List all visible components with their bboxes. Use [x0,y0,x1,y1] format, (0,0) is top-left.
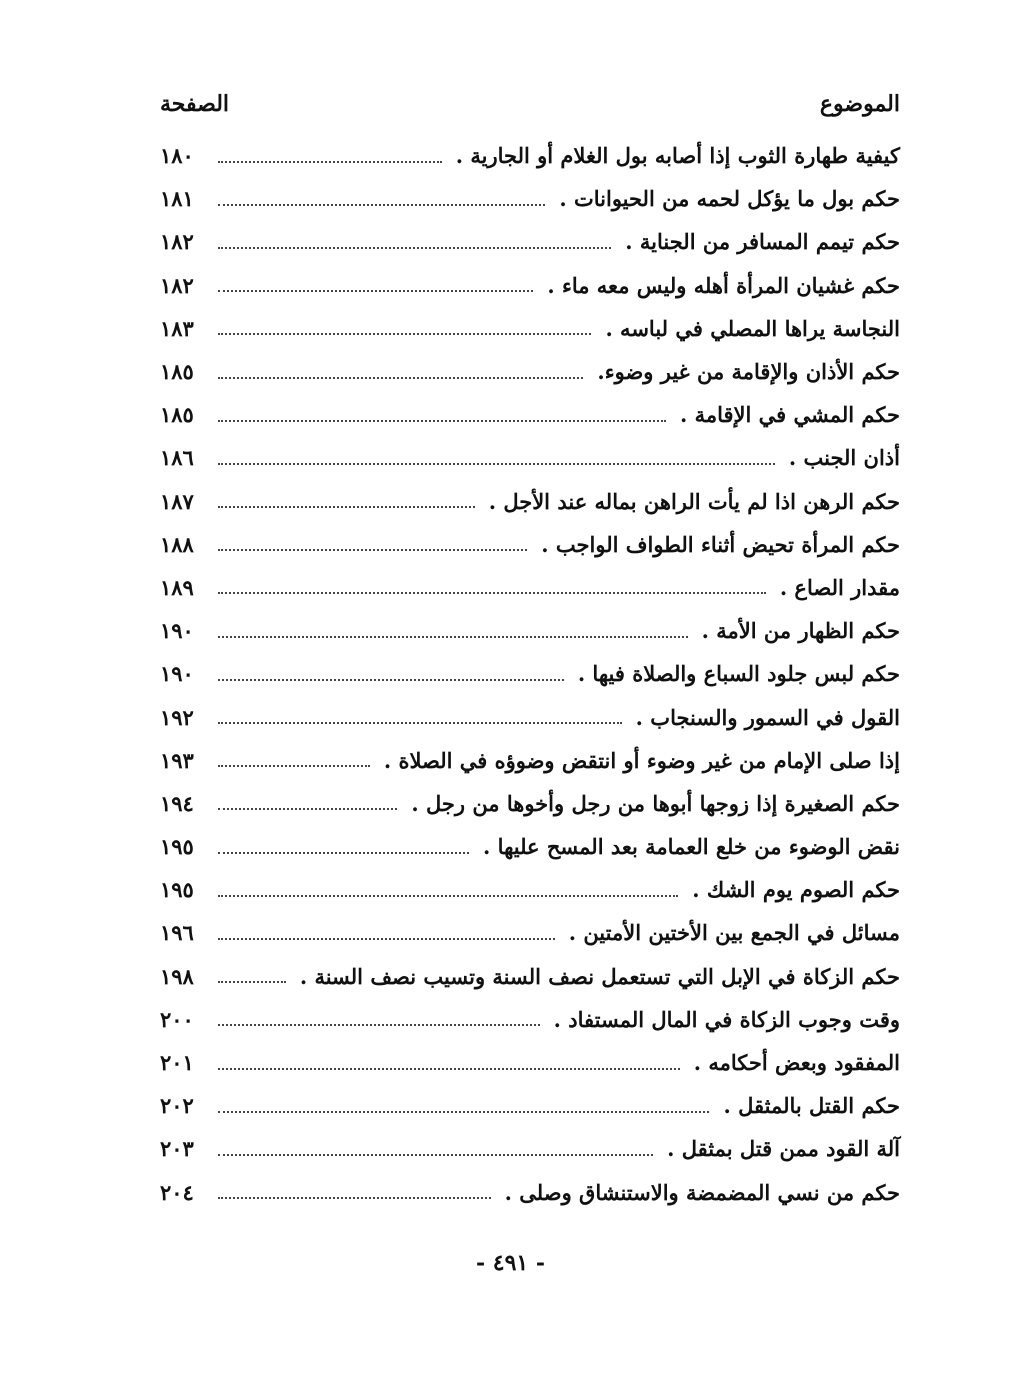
toc-entry [160,480,900,523]
toc-entry-page: ١٩٠ [160,618,194,644]
toc-entry-title: حكم القتل بالمثقل . [723,1093,900,1119]
dot-leader [218,463,775,465]
dot-leader [218,636,688,638]
toc-entry-page: ١٨٧ [160,488,194,514]
toc-entry-title: حكم الصغيرة إذا زوجها أبوها من رجل وأخوها من رجل . [411,790,900,816]
toc-entry-page: ٢٠٤ [160,1179,194,1205]
toc-entry-title: حكم المرأة تحيض أثناء الطواف الواجب . [541,531,900,557]
toc-entry-page: ١٩٠ [160,661,194,687]
toc-entry-page: ٢٠٢ [160,1093,194,1119]
toc-entry-page: ١٨٢ [160,272,194,298]
toc-entry-page: ١٨٠ [160,143,194,169]
toc-entry-page: ٢٠١ [160,1050,194,1076]
toc-entry-page: ١٨٥ [160,359,194,385]
toc-entry [160,1041,900,1084]
toc-entry-title: حكم تيمم المسافر من الجناية . [625,229,900,255]
dot-leader [218,592,766,594]
toc-entry [160,695,900,738]
toc-entry [160,436,900,479]
toc-entry-page: ١٩٤ [160,790,194,816]
toc-entry [160,1084,900,1127]
toc-entry-title: آلة القود ممن قتل بمثقل . [667,1136,900,1162]
toc-entry [160,393,900,436]
toc-entry [160,825,900,868]
toc-entry-title: نقض الوضوء من خلع العمامة بعد المسح عليها . [483,834,900,860]
toc-entry-title: حكم الأذان والإقامة من غير وضوء. [597,359,900,385]
toc-entry-title: النجاسة يراها المصلي في لباسه . [605,315,900,341]
toc-entry-title: حكم الرهن اذا لم يأت الراهن بماله عند الأجل . [488,488,900,514]
dot-leader [218,722,622,724]
toc-entry-page: ١٨٦ [160,445,194,471]
toc-entry-page: ١٩٥ [160,834,194,860]
toc-header [160,84,900,124]
toc-entry-page: ١٩٨ [160,963,194,989]
dot-leader [218,549,527,551]
dot-leader [218,938,555,940]
dot-leader [218,852,469,854]
toc-entry [160,1127,900,1170]
toc-entry [160,955,900,998]
dot-leader [218,377,583,379]
toc-entry [160,868,900,911]
toc-entry-page: ٢٠٣ [160,1136,194,1162]
toc-entry-title: المفقود وبعض أحكامه . [693,1050,900,1076]
toc-entry-page: ١٨٥ [160,402,194,428]
toc-entry [160,350,900,393]
toc-entry-title: حكم المشي في الإقامة . [679,402,900,428]
toc-entry-page: ١٩٣ [160,747,194,773]
dot-leader [218,1068,680,1070]
table-of-contents [160,134,900,1214]
toc-entry-title: كيفية طهارة الثوب إذا أصابه بول الغلام أو الجارية . [455,143,900,169]
toc-entry-title: القول في السمور والسنجاب . [635,704,900,730]
toc-entry-title: حكم من نسي المضمضة والاستنشاق وصلى . [504,1179,900,1205]
toc-entry [160,220,900,263]
toc-entry-page: ١٨٣ [160,315,194,341]
toc-entry-title: أذان الجنب . [788,445,900,471]
toc-entry [160,307,900,350]
dot-leader [218,1111,709,1113]
toc-entry-page: ٢٠٠ [160,1006,194,1032]
toc-entry [160,739,900,782]
toc-entry-title: حكم الزكاة في الإبل التي تستعمل نصف السنة وتسيب نصف السنة . [299,963,900,989]
toc-entry [160,998,900,1041]
toc-entry-title: مقدار الصاع . [779,574,900,600]
toc-entry [160,1171,900,1214]
toc-entry [160,264,900,307]
toc-entry-title: مسائل في الجمع بين الأختين الأمتين . [568,920,900,946]
toc-entry-page: ١٩٦ [160,920,194,946]
toc-entry [160,609,900,652]
dot-leader [218,765,370,767]
page-number: - ٤٩١ - [475,1250,546,1276]
page-column-label: الصفحة [160,91,230,117]
toc-entry-title: حكم بول ما يؤكل لحمه من الحيوانات . [559,186,900,212]
dot-leader [218,1024,540,1026]
toc-entry [160,566,900,609]
dot-leader [218,204,545,206]
dot-leader [218,895,678,897]
toc-entry-page: ١٩٥ [160,877,194,903]
toc-entry-title: وقت وجوب الزكاة في المال المستفاد . [553,1006,900,1032]
dot-leader [218,247,611,249]
toc-entry [160,523,900,566]
toc-entry-title: إذا صلى الإمام من غير وضوء أو انتقض وضوؤه في الصلاة . [383,747,900,773]
dot-leader [218,1197,491,1199]
topic-column-label: الموضوع [819,91,900,117]
toc-entry [160,782,900,825]
toc-entry [160,134,900,177]
toc-entry-title: حكم لبس جلود السباع والصلاة فيها . [577,661,900,687]
dot-leader [218,506,475,508]
dot-leader [218,1154,653,1156]
toc-entry [160,652,900,695]
dot-leader [218,333,591,335]
toc-entry-title: حكم الظهار من الأمة . [701,618,900,644]
dot-leader [218,808,397,810]
dot-leader [218,290,533,292]
toc-entry [160,177,900,220]
toc-entry [160,911,900,954]
dot-leader [218,420,666,422]
toc-entry-page: ١٨٩ [160,574,194,600]
dot-leader [218,981,286,983]
dot-leader [218,161,442,163]
toc-entry-title: حكم الصوم يوم الشك . [692,877,900,903]
toc-entry-page: ١٨١ [160,186,194,212]
dot-leader [218,679,564,681]
toc-entry-page: ١٩٢ [160,704,194,730]
toc-entry-title: حكم غشيان المرأة أهله وليس معه ماء . [547,272,900,298]
toc-entry-page: ١٨٨ [160,531,194,557]
toc-entry-page: ١٨٢ [160,229,194,255]
